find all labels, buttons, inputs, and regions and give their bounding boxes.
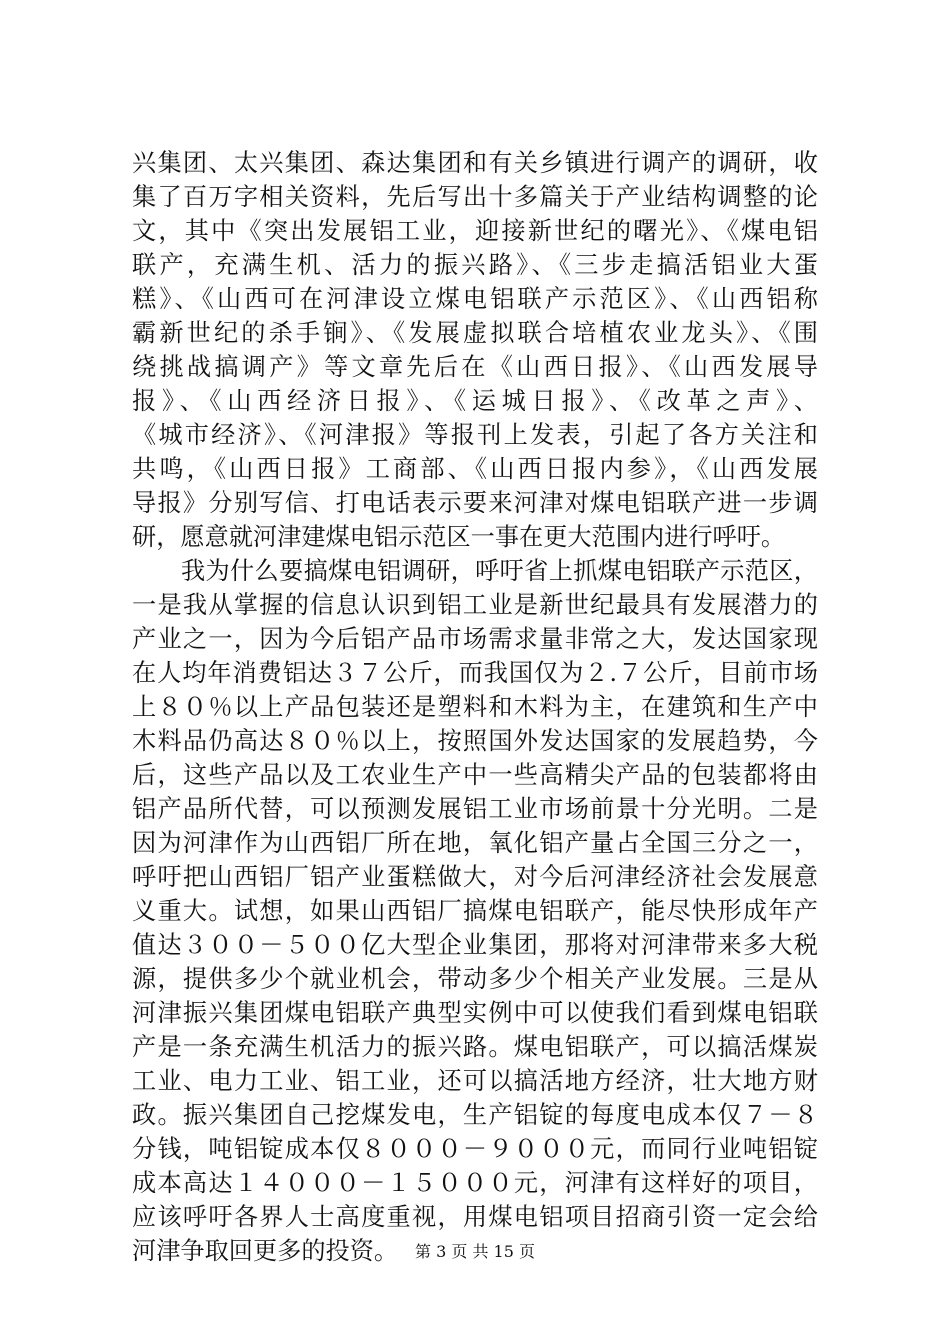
text-line: 共鸣，《山西日报》工商部、《山西日报内参》，《山西发展 bbox=[132, 455, 818, 483]
text-line: 值达３００－５００亿大型企业集团，那将对河津带来多大税 bbox=[132, 931, 818, 959]
text-line: 联产，充满生机、活力的振兴路》、《三步走搞活铝业大蛋 bbox=[132, 251, 818, 279]
text-line: 糕》、《山西可在河津设立煤电铝联产示范区》、《山西铝称 bbox=[132, 285, 818, 313]
text-line: 绕挑战搞调产》等文章先后在《山西日报》、《山西发展导 bbox=[132, 353, 818, 381]
text-line: 政。振兴集团自己挖煤发电，生产铝锭的每度电成本仅７－８ bbox=[132, 1101, 818, 1129]
text-line: 义重大。试想，如果山西铝厂搞煤电铝联产，能尽快形成年产 bbox=[132, 897, 818, 925]
text-line: 兴集团、太兴集团、森达集团和有关乡镇进行调产的调研，收 bbox=[132, 149, 818, 177]
text-line: 研，愿意就河津建煤电铝示范区一事在更大范围内进行呼吁。 bbox=[132, 523, 786, 551]
page-number-footer: 第 3 页 共 15 页 bbox=[415, 1242, 535, 1261]
text-line: 河津振兴集团煤电铝联产典型实例中可以使我们看到煤电铝联 bbox=[132, 999, 818, 1027]
text-line: 产业之一，因为今后铝产品市场需求量非常之大，发达国家现 bbox=[132, 625, 818, 653]
text-line: 文，其中《突出发展铝工业，迎接新世纪的曙光》、《煤电铝 bbox=[132, 217, 818, 245]
text-line: 导报》分别写信、打电话表示要来河津对煤电铝联产进一步调 bbox=[132, 489, 818, 517]
text-line: 一是我从掌握的信息认识到铝工业是新世纪最具有发展潜力的 bbox=[132, 591, 818, 619]
text-line: 《城市经济》、《河津报》等报刊上发表，引起了各方关注和 bbox=[132, 421, 818, 449]
text-line: 产是一条充满生机活力的振兴路。煤电铝联产，可以搞活煤炭 bbox=[132, 1033, 818, 1061]
text-line: 我为什么要搞煤电铝调研，呼吁省上抓煤电铝联产示范区， bbox=[132, 557, 818, 585]
text-line: 源，提供多少个就业机会，带动多少个相关产业发展。三是从 bbox=[132, 965, 818, 993]
text-line: 集了百万字相关资料，先后写出十多篇关于产业结构调整的论 bbox=[132, 183, 818, 211]
text-line: 应该呼吁各界人士高度重视，用煤电铝项目招商引资一定会给 bbox=[132, 1203, 818, 1231]
text-line: 报》、《山西经济日报》、《运城日报》、《改革之声》、 bbox=[132, 387, 818, 415]
text-line: 铝产品所代替，可以预测发展铝工业市场前景十分光明。二是 bbox=[132, 795, 818, 823]
paragraph-1 bbox=[132, 146, 818, 554]
text-line: 后，这些产品以及工农业生产中一些高精尖产品的包装都将由 bbox=[132, 761, 818, 789]
paragraph-2 bbox=[132, 554, 818, 1268]
text-line: 呼吁把山西铝厂铝产业蛋糕做大，对今后河津经济社会发展意 bbox=[132, 863, 818, 891]
text-line: 工业、电力工业、铝工业，还可以搞活地方经济，壮大地方财 bbox=[132, 1067, 818, 1095]
text-line: 河津争取回更多的投资。 bbox=[132, 1237, 399, 1265]
text-line: 上８０％以上产品包装还是塑料和木料为主，在建筑和生产中 bbox=[132, 693, 818, 721]
text-line: 成本高达１４０００－１５０００元，河津有这样好的项目， bbox=[132, 1169, 818, 1197]
text-line: 木料品仍高达８０％以上，按照国外发达国家的发展趋势，今 bbox=[132, 727, 818, 755]
text-line: 在人均年消费铝达３７公斤，而我国仅为２.７公斤，目前市场 bbox=[132, 659, 818, 687]
text-line: 霸新世纪的杀手锏》、《发展虚拟联合培植农业龙头》、《围 bbox=[132, 319, 818, 347]
body-text bbox=[132, 146, 818, 1268]
text-line: 因为河津作为山西铝厂所在地，氧化铝产量占全国三分之一， bbox=[132, 829, 818, 857]
text-line: 分钱，吨铝锭成本仅８０００－９０００元，而同行业吨铝锭 bbox=[132, 1135, 818, 1163]
